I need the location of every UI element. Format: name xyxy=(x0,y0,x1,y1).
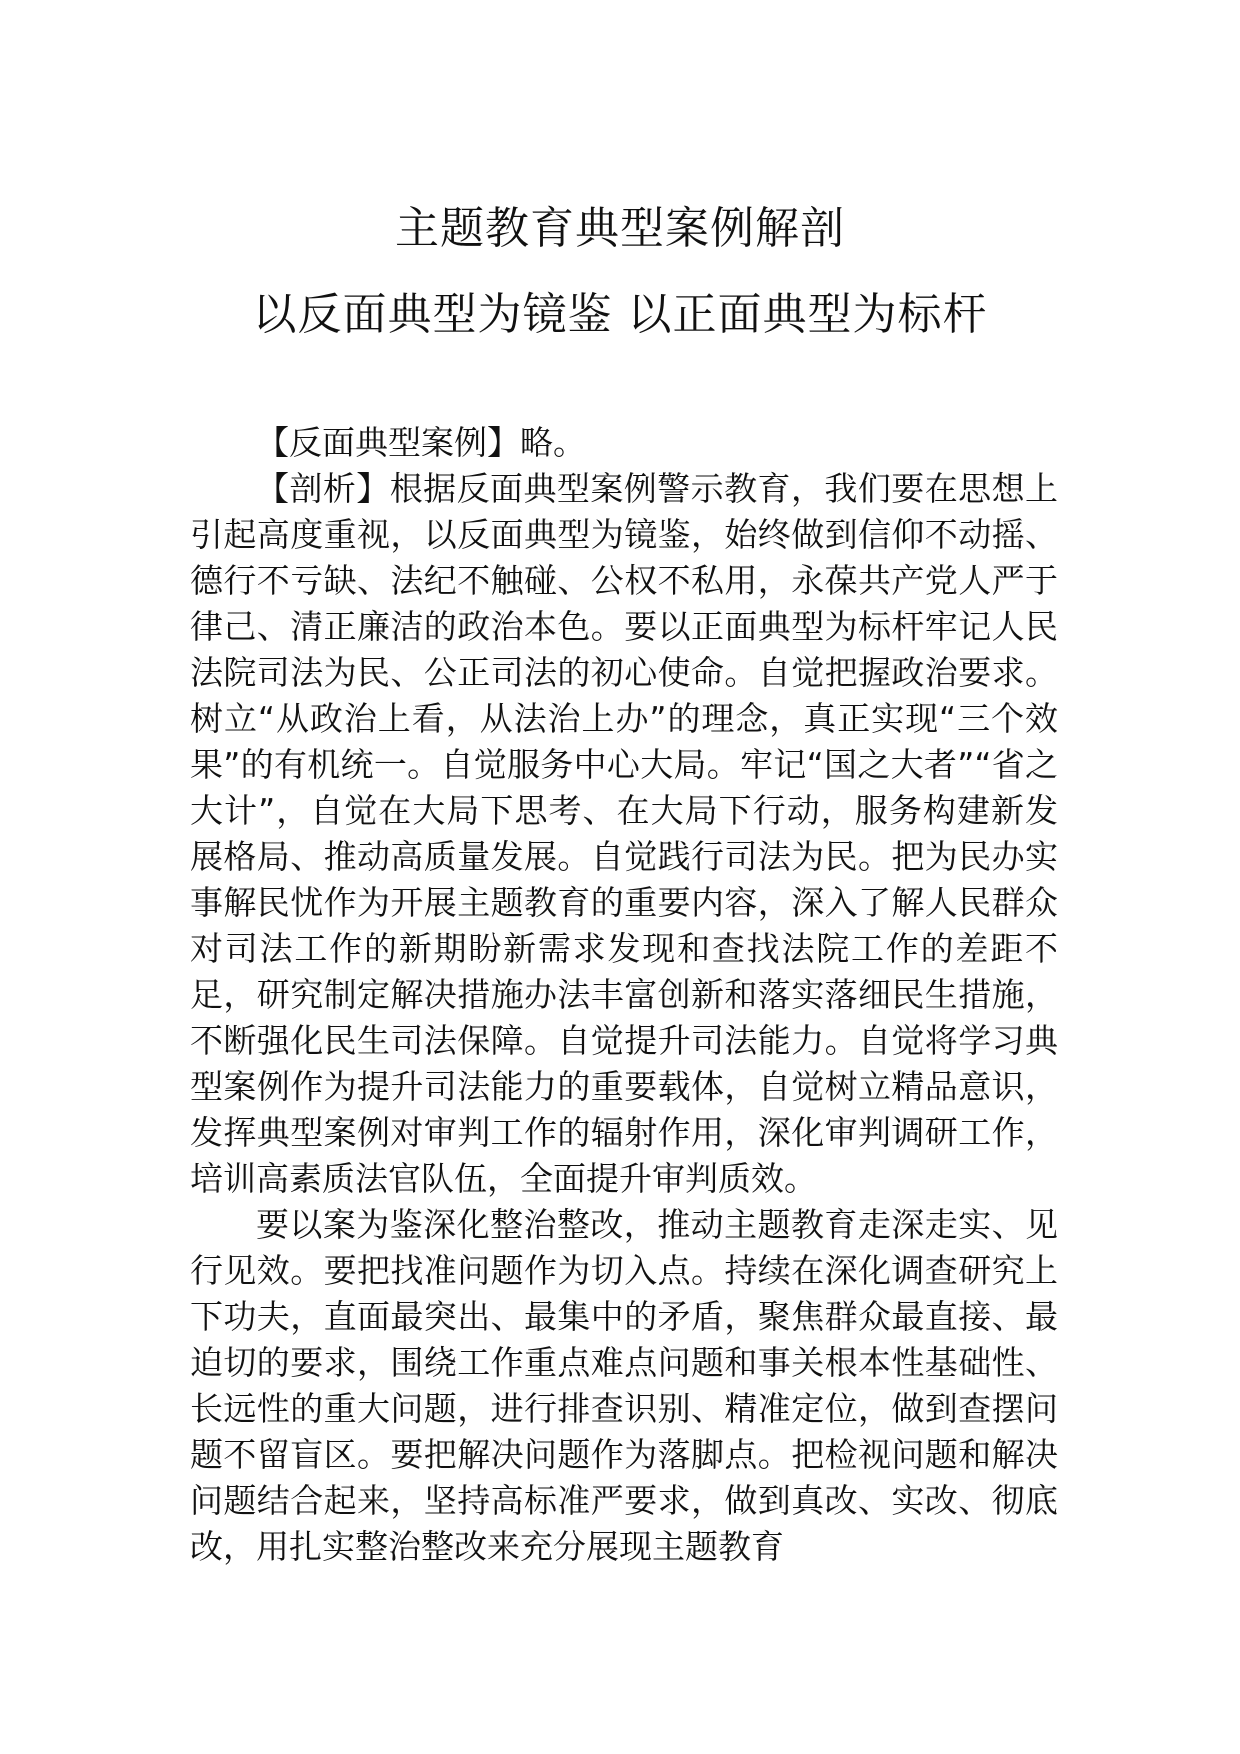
document-body xyxy=(190,420,1058,1570)
document-subtitle: 以反面典型为镜鉴 以正面典型为标杆 xyxy=(252,289,988,340)
document-title: 主题教育典型案例解剖 xyxy=(395,203,845,254)
paragraph-analysis: 【剖析】根据反面典型案例警示教育，我们要在思想上引起高度重视，以反面典型为镜鉴，始终做到信仰不动摇、德行不亏缺、法纪不触碰、公权不私用，永葆共产党人严于律己、清正廉洁的政治本色。要以正面典型为标杆牢记人民法院司法为民、公正司法的初心使命。自觉把握政治要求。树立“从政治上看，从法治上办”的理念，真正实现“三个效果”的有机统一。自觉服务中心大局。牢记“国之大者”“省之大计”，自觉在大局下思考、在大局下行动，服务构建新发展格局、推动高质量发展。自觉践行司法为民。把为民办实事解民忧作为开展主题教育的重要内容，深入了解人民群众对司法工作的新期盼新需求发现和查找法院工作的差距不足，研究制定解决措施办法丰富创新和落实落细民生措施，不断强化民生司法保障。自觉提升司法能力。自觉将学习典型案例作为提升司法能力的重要载体，自觉树立精品意识，发挥典型案例对审判工作的辐射作用，深化审判调研工作，培训高素质法官队伍，全面提升审判质效。 xyxy=(190,469,1058,1198)
paragraph-negative-case: 【反面典型案例】略。 xyxy=(256,423,586,462)
title-block xyxy=(0,205,1240,339)
paragraph-rectification: 要以案为鉴深化整治整改，推动主题教育走深走实、见行见效。要把找准问题作为切入点。持续在深化调查研究上下功夫，直面最突出、最集中的矛盾，聚焦群众最直接、最迫切的要求，围绕工作重点难点问题和事关根本性基础性、长远性的重大问题，进行排查识别、精准定位，做到查摆问题不留盲区。要把解决问题作为落脚点。把检视问题和解决问题结合起来，坚持高标准严要求，做到真改、实改、彻底改，用扎实整治整改来充分展现主题教育 xyxy=(190,1205,1058,1566)
